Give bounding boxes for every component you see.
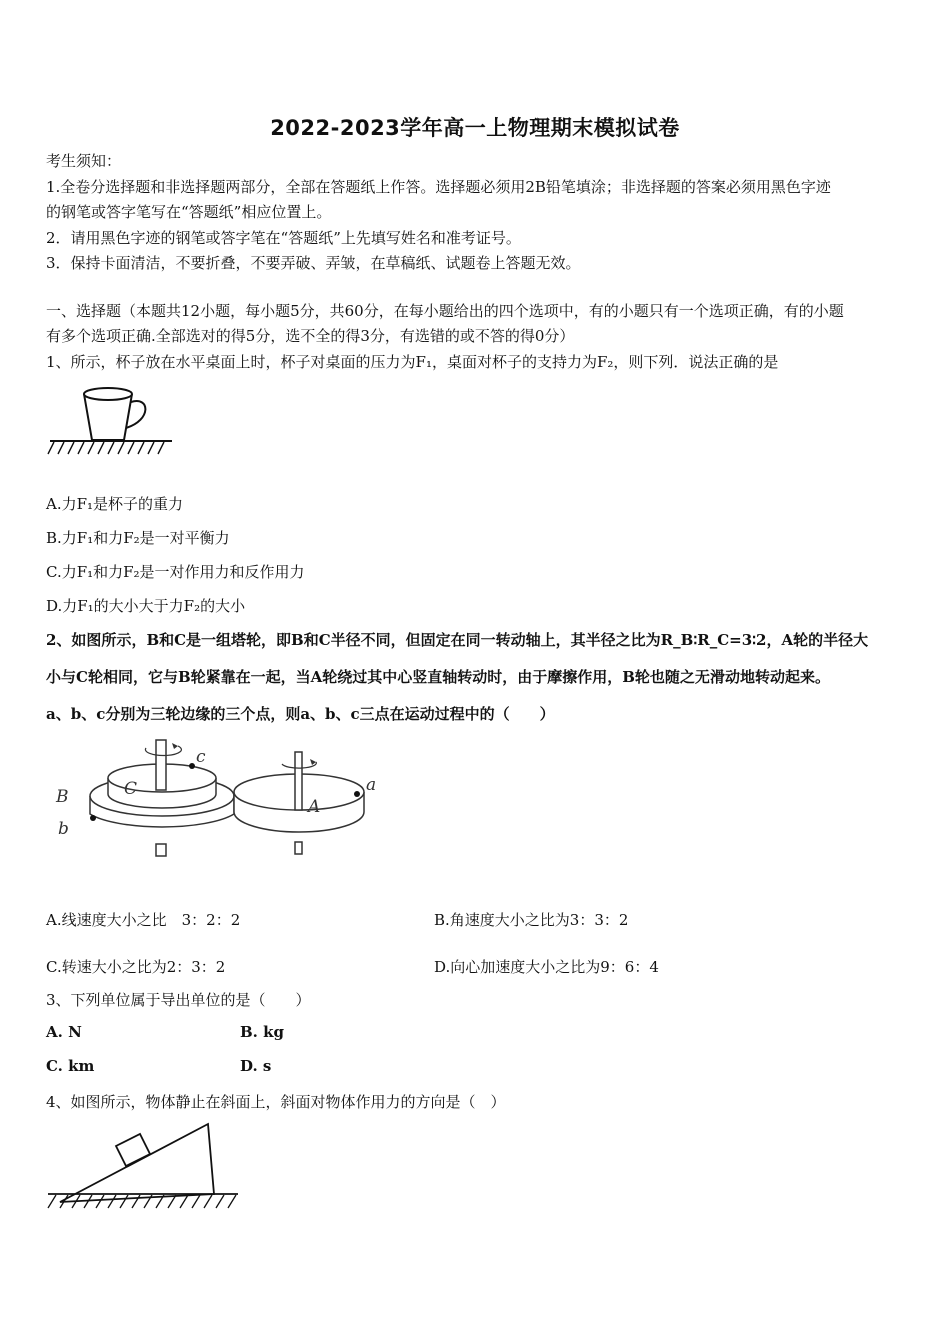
q3-option-d: D. s — [240, 1057, 272, 1075]
q2-option-d: D.向心加速度大小之比为9：6：4 — [434, 958, 659, 976]
q4-stem: 4、如图所示，物体静止在斜面上，斜面对物体作用力的方向是（ ） — [46, 1093, 506, 1111]
page-title: 2022-2023学年高一上物理期末模拟试卷 — [270, 116, 680, 140]
label-C: C — [124, 779, 138, 799]
q1-option-a: A.力F₁是杯子的重力 — [46, 495, 184, 513]
q3-option-b: B. kg — [240, 1023, 285, 1041]
q3-option-c: C. km — [46, 1057, 95, 1075]
q3-stem: 3、下列单位属于导出单位的是（ ） — [46, 991, 311, 1009]
q2-stem-line: 小与C轮相同，它与B轮紧靠在一起，当A轮绕过其中心竖直轴转动时，由于摩擦作用，B轮也随之无滑动地转动起来。 — [46, 668, 830, 686]
notice-item: 1.全卷分选择题和非选择题两部分，全部在答题纸上作答。选择题必须用2B铅笔填涂；非选择题的答案必须用黑色字迹 — [46, 178, 831, 196]
notice-item: 3．保持卡面清洁，不要折叠，不要弄破、弄皱，在草稿纸、试题卷上答题无效。 — [46, 254, 581, 272]
notice-item: 的钢笔或答字笔写在“答题纸”相应位置上。 — [46, 203, 332, 221]
notice-item: 2．请用黑色字迹的钢笔或答字笔在“答题纸”上先填写姓名和准考证号。 — [46, 229, 521, 247]
q2-option-a: A.线速度大小之比 3：2：2 — [46, 911, 241, 929]
q2-stem-line: 2、如图所示，B和C是一组塔轮，即B和C半径不同，但固定在同一转动轴上，其半径之比为R_B∶R_C=3∶2，A轮的半径大 — [46, 631, 869, 649]
section-heading: 有多个选项正确.全部选对的得5分，选不全的得3分，有选错的或不答的得0分） — [46, 327, 575, 345]
q2-stem-line: a、b、c分别为三轮边缘的三个点，则a、b、c三点在运动过程中的（ ） — [46, 705, 555, 723]
tower-wheels-figure — [46, 732, 396, 862]
q1-option-b: B.力F₁和力F₂是一对平衡力 — [46, 529, 230, 547]
q1-option-d: D.力F₁的大小大于力F₂的大小 — [46, 597, 246, 615]
label-b: b — [58, 819, 69, 839]
section-heading: 一、选择题（本题共12小题，每小题5分，共60分，在每小题给出的四个选项中，有的小题只有一个选项正确，有的小题 — [46, 302, 844, 320]
cup-on-table-figure — [46, 382, 176, 462]
q1-option-c: C.力F₁和力F₂是一对作用力和反作用力 — [46, 563, 305, 581]
q3-option-a: A. N — [46, 1023, 82, 1041]
label-a: a — [366, 775, 377, 795]
label-c: c — [196, 747, 206, 767]
q1-stem: 1、所示，杯子放在水平桌面上时，杯子对桌面的压力为F₁，桌面对杯子的支持力为F₂，则下列．说法正确的是 — [46, 353, 779, 371]
notice-heading: 考生须知： — [46, 152, 122, 170]
incline-block-figure — [46, 1116, 241, 1226]
q2-option-c: C.转速大小之比为2：3：2 — [46, 958, 226, 976]
q2-option-b: B.角速度大小之比为3：3：2 — [434, 911, 629, 929]
label-B: B — [56, 787, 69, 807]
label-A: A — [308, 797, 321, 817]
